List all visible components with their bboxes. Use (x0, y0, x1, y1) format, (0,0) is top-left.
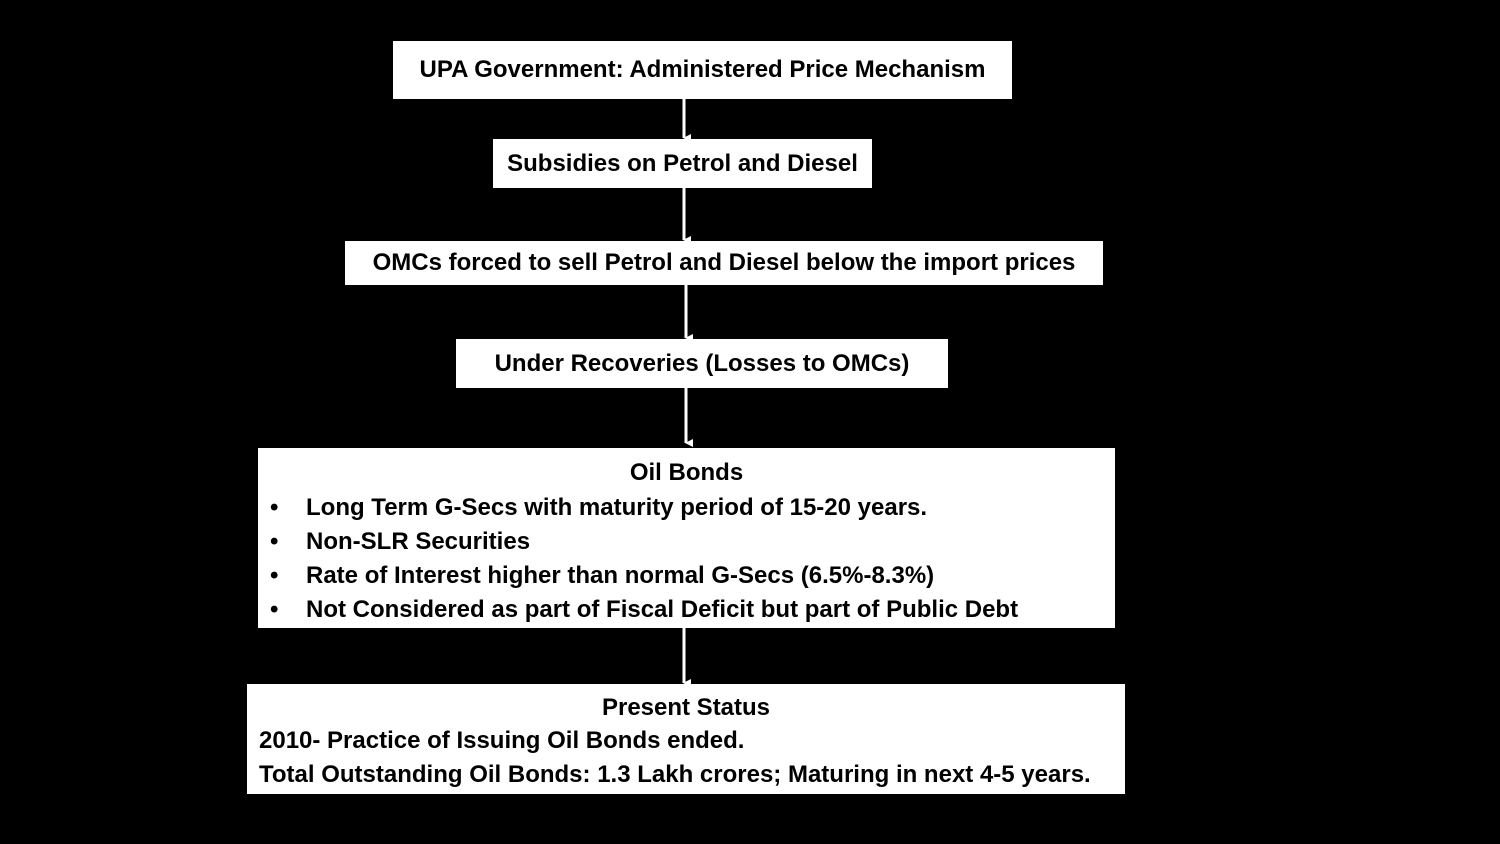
list-item-text: Rate of Interest higher than normal G-Secs (6.5%-8.3%) (306, 562, 935, 589)
list-item-text: Not Considered as part of Fiscal Deficit but part of Public Debt (306, 596, 1019, 623)
bullet-icon: • (270, 494, 279, 521)
status-line: Total Outstanding Oil Bonds: 1.3 Lakh crores; Maturing in next 4-5 years. (259, 761, 1091, 788)
bullet-icon: • (270, 596, 279, 623)
list-item-text: Non-SLR Securities (306, 528, 531, 555)
list-item (258, 559, 1115, 593)
step-under-recoveries (456, 339, 948, 388)
list-item (258, 525, 1115, 559)
step-label: UPA Government: Administered Price Mechanism (419, 56, 986, 83)
step-label: Under Recoveries (Losses to OMCs) (494, 349, 910, 377)
step-omcs-forced-to-sell (345, 241, 1103, 285)
list-item-text: Long Term G-Secs with maturity period of 15-20 years. (306, 494, 928, 521)
step-subsidies (493, 139, 872, 188)
list-item (258, 491, 1115, 525)
bullet-icon: • (270, 562, 279, 589)
list-item (258, 593, 1115, 627)
oil-bonds-title: Oil Bonds (629, 459, 744, 486)
step-label: OMCs forced to sell Petrol and Diesel below the import prices (372, 249, 1076, 276)
oil-bonds-list (258, 491, 1115, 627)
present-status-box (247, 684, 1125, 794)
step-administered-price-mechanism (393, 41, 1012, 99)
status-line: 2010- Practice of Issuing Oil Bonds ended. (259, 727, 745, 754)
present-status-title: Present Status (601, 694, 771, 721)
oil-bonds-box (258, 448, 1115, 628)
bullet-icon: • (270, 528, 279, 555)
step-label: Subsidies on Petrol and Diesel (507, 149, 858, 177)
